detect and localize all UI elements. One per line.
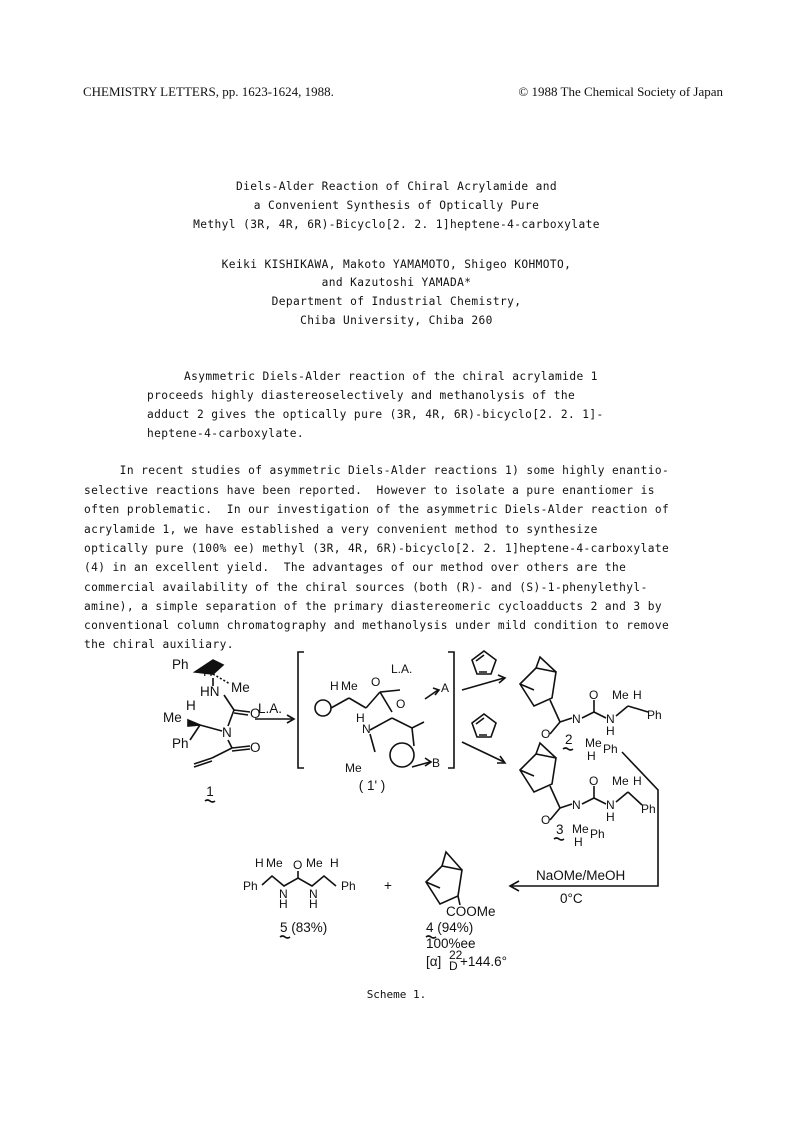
authors-line-1: Keiki KISHIKAWA, Makoto YAMAMOTO, Shigeo KOHMOTO, — [221, 258, 572, 271]
svg-text:H: H — [279, 897, 288, 911]
int-me2: Me — [345, 761, 362, 775]
ester-label: COOMe — [446, 904, 496, 919]
svg-text:O: O — [541, 813, 551, 827]
bond — [370, 734, 375, 752]
bond — [190, 725, 200, 740]
acryl-bond — [392, 718, 424, 728]
rotation-temp: 22 — [449, 948, 463, 962]
body-line-5: optically pure (100% ee) methyl (3R, 4R, 6R)-bicyclo[2. 2. 1]heptene-4-carboxylate — [84, 542, 670, 555]
svg-text:N: N — [572, 712, 581, 726]
svg-text:Me: Me — [612, 688, 629, 702]
svg-text:H: H — [330, 856, 339, 870]
cmp3-label: 3 — [556, 822, 564, 837]
svg-text:H: H — [587, 749, 596, 763]
cmp1-ph-top: Ph — [172, 657, 189, 672]
svg-text:H: H — [309, 897, 318, 911]
la-label: L.A. — [258, 701, 283, 716]
cyclopentadiene-bottom — [472, 714, 496, 737]
cmp2-label: 2 — [565, 732, 573, 747]
svg-text:H: H — [606, 810, 615, 824]
svg-text:N: N — [606, 712, 615, 726]
rotation-label: [α] — [426, 954, 442, 969]
title-line-1: Diels-Alder Reaction of Chiral Acrylamide and — [235, 180, 558, 193]
int-h2: H — [356, 711, 365, 725]
bond — [331, 698, 349, 708]
svg-text:Me: Me — [612, 774, 629, 788]
arrow-to-3 — [462, 742, 504, 762]
body-line-7: commercial availability of the chiral sources (both (R)- and (S)-1-phenylethyl- — [84, 581, 648, 594]
svg-text:N: N — [606, 798, 615, 812]
body-line-3: often problematic. In our investigation of the asymmetric Diels-Alder reaction of — [84, 503, 670, 516]
phenyl-ring — [390, 743, 414, 767]
journal-citation: CHEMISTRY LETTERS, pp. 1623-1624, 1988. — [83, 84, 334, 99]
bracket-left — [298, 652, 304, 768]
intermediate-1-prime — [298, 652, 454, 793]
affiliation-line-1: Department of Industrial Chemistry, — [271, 295, 522, 308]
hash-bond — [213, 674, 230, 684]
copyright-notice: © 1988 The Chemical Society of Japan — [518, 84, 723, 99]
bond — [232, 749, 250, 751]
arrow-to-2 — [462, 678, 504, 690]
abstract-line-3: adduct 2 gives the optically pure (3R, 4R, 6R)-bicyclo[2. 2. 1]- — [147, 408, 604, 421]
bond — [380, 692, 392, 712]
body-line-4: acrylamide 1, we have established a very convenient method to synthesize — [84, 523, 598, 536]
svg-text:Me: Me — [585, 736, 602, 750]
cmp1-me-top: Me — [231, 680, 250, 695]
svg-text:N: N — [572, 798, 581, 812]
bond — [194, 758, 212, 764]
cmp1p-label: ( 1' ) — [358, 778, 386, 793]
abstract-line-2: proceeds highly diastereoselectively and methanolysis of the — [147, 389, 576, 402]
plus-sign: + — [384, 878, 392, 893]
svg-text:N: N — [309, 887, 318, 901]
abstract-line-4: heptene-4-carboxylate. — [147, 427, 304, 440]
cmp4-label: 4 (94%) — [426, 920, 474, 935]
phenyl-ring — [315, 700, 331, 716]
svg-text:Me: Me — [266, 856, 283, 870]
body-line-10: the chiral auxiliary. — [84, 638, 234, 651]
svg-text:H: H — [606, 724, 615, 738]
bond — [200, 725, 222, 731]
wedge-bond — [195, 660, 223, 674]
rotation-value: +144.6° — [460, 954, 508, 969]
svg-text:Ph: Ph — [590, 827, 605, 841]
svg-text:H: H — [633, 774, 642, 788]
svg-text:Ph: Ph — [647, 708, 662, 722]
cmp1-ph-bottom: Ph — [172, 736, 189, 751]
svg-text:Ph: Ph — [603, 742, 618, 756]
adduct-2-structure — [520, 657, 662, 763]
compound-1-structure — [163, 657, 261, 802]
svg-text:H: H — [633, 688, 642, 702]
cmp1-o1: O — [250, 706, 261, 721]
affiliation-line-2: Chiba University, Chiba 260 — [300, 314, 493, 327]
bond — [380, 690, 400, 692]
int-la: L.A. — [391, 662, 413, 676]
bond — [194, 761, 212, 767]
cmp5-label: 5 (83%) — [280, 920, 328, 935]
int-o1: O — [371, 675, 381, 689]
title-line-2: a Convenient Synthesis of Optically Pure — [253, 199, 540, 212]
ee-label: 100%ee — [426, 936, 476, 951]
svg-text:H: H — [574, 835, 583, 849]
tilde-underline — [205, 800, 215, 802]
svg-text:O: O — [293, 858, 303, 872]
bond — [212, 748, 232, 758]
cmp1-label: 1 — [206, 784, 214, 799]
lewis-acid-arrow — [255, 701, 294, 723]
bond — [232, 746, 250, 748]
bond — [228, 710, 234, 726]
temperature-label: 0°C — [560, 891, 583, 906]
bond — [234, 713, 248, 715]
scheme-caption: Scheme 1. — [366, 988, 427, 1001]
cmp1-h-mid: H — [186, 698, 196, 713]
bond — [370, 718, 392, 730]
svg-text:O: O — [589, 774, 599, 788]
rotation-wavelength: D — [449, 959, 458, 973]
authors-line-2: and Kazutoshi YAMADA* — [321, 276, 472, 289]
body-line-1: In recent studies of asymmetric Diels-Alder reactions 1) some highly enantio- — [84, 464, 670, 477]
bracket-right — [448, 652, 454, 768]
svg-text:H: H — [255, 856, 264, 870]
cmp1-n: N — [222, 725, 232, 740]
svg-text:Me: Me — [306, 856, 323, 870]
conditions-label: NaOMe/MeOH — [536, 868, 626, 883]
bond — [366, 692, 380, 708]
svg-text:O: O — [541, 727, 551, 741]
svg-text:Ph: Ph — [641, 802, 656, 816]
svg-text:O: O — [589, 688, 599, 702]
body-line-6: (4) in an excellent yield. The advantages of our method over others are the — [84, 561, 627, 574]
int-me: Me — [341, 679, 358, 693]
int-n: N — [362, 722, 371, 736]
cmp1-me-mid: Me — [163, 710, 182, 725]
bond — [228, 740, 232, 748]
compound-5-structure — [243, 856, 356, 938]
cmp1-hn: HN — [200, 684, 220, 699]
body-line-8: amine), a simple separation of the primary diastereomeric cycloadducts 2 and 3 by — [84, 600, 662, 613]
int-h: H — [330, 679, 339, 693]
cmp1-o2: O — [250, 740, 261, 755]
bond — [412, 728, 414, 746]
svg-text:N: N — [279, 887, 288, 901]
face-b-label: B — [432, 756, 441, 770]
compound-4-structure — [426, 852, 507, 973]
abstract-line-1: Asymmetric Diels-Alder reaction of the chiral acrylamide 1 — [184, 370, 598, 383]
bond — [224, 695, 234, 710]
bond — [234, 710, 250, 712]
int-o2: O — [396, 697, 406, 711]
bond — [349, 698, 366, 708]
cyclopentadiene-top — [472, 651, 496, 674]
svg-text:Ph: Ph — [341, 879, 356, 893]
wedge-bond — [188, 720, 200, 726]
face-a-label: A — [441, 681, 450, 695]
body-line-9: conventional column chromatography and methanolysis under mild condition to remove — [84, 619, 670, 632]
svg-text:Ph: Ph — [243, 879, 258, 893]
title-line-3: Methyl (3R, 4R, 6R)-Bicyclo[2. 2. 1]heptene-4-carboxylate — [193, 218, 600, 231]
svg-text:Me: Me — [572, 822, 589, 836]
body-line-2: selective reactions have been reported. However to isolate a pure enantiomer is — [84, 484, 655, 497]
